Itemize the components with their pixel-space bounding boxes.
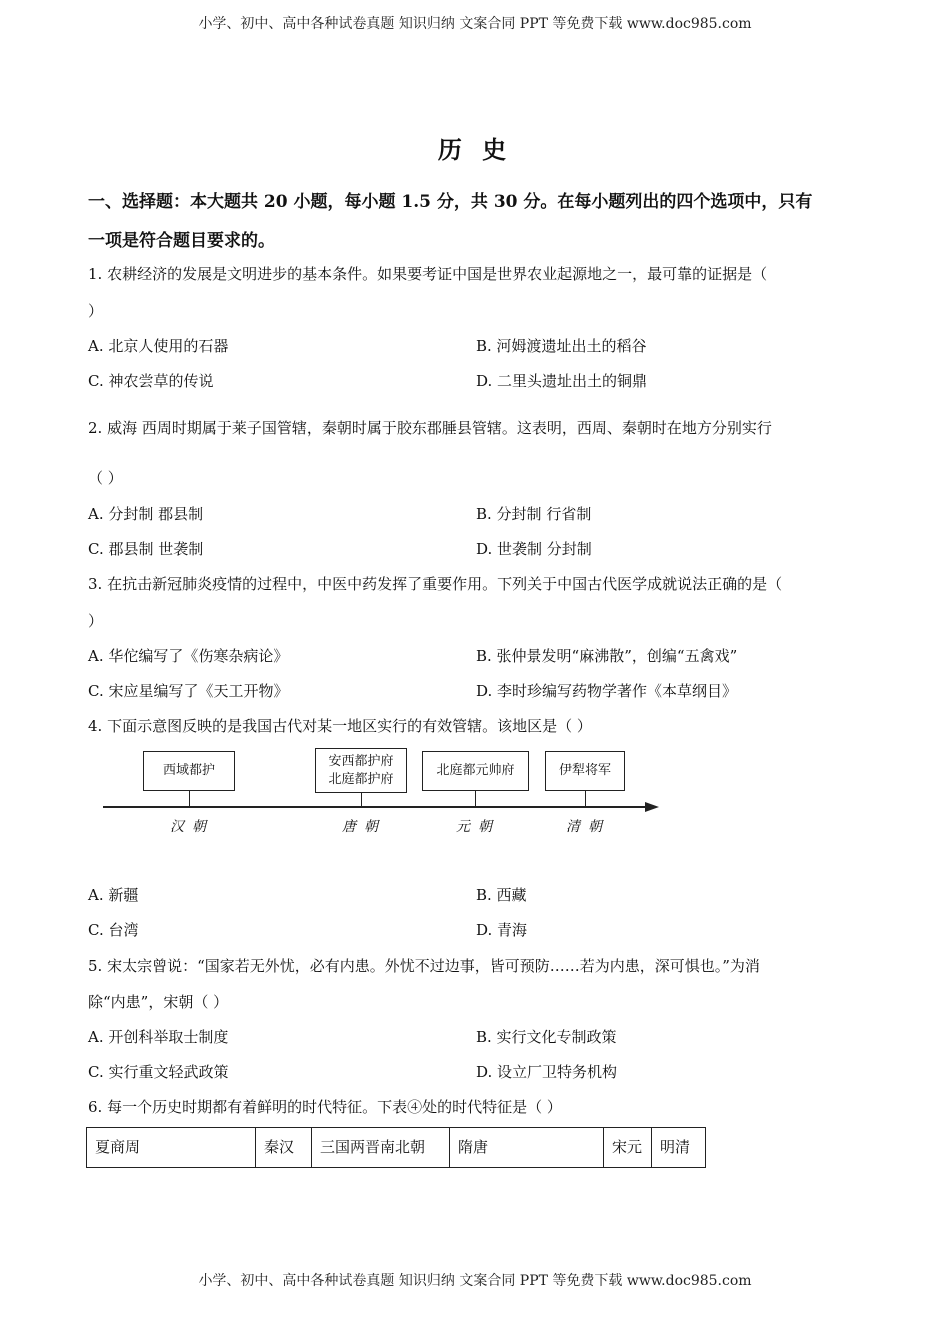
era-table bbox=[86, 1127, 706, 1168]
tick-yuan bbox=[475, 791, 476, 807]
question-2-stem: 2. 威海 西周时期属于莱子国管辖，秦朝时属于胶东郡腄县管辖。这表明，西周、秦朝时在地方分别实行 bbox=[88, 419, 772, 437]
box-yili-jiangjun-label: 伊犁将军 bbox=[558, 763, 611, 778]
table-cell: 三国两晋南北朝 bbox=[312, 1128, 450, 1168]
question-3-option-d: D. 李时珍编写药物学著作《本草纲目》 bbox=[476, 682, 738, 700]
question-4-option-b: B. 西藏 bbox=[476, 886, 527, 904]
table-cell: 明清 bbox=[652, 1128, 706, 1168]
question-2-option-c: C. 郡县制 世袭制 bbox=[88, 540, 204, 558]
question-2-option-b: B. 分封制 行省制 bbox=[476, 505, 592, 523]
tick-qing bbox=[585, 791, 586, 807]
table-cell: 夏商周 bbox=[87, 1128, 256, 1168]
tick-tang bbox=[361, 793, 362, 807]
table-cell: 秦汉 bbox=[256, 1128, 312, 1168]
page-title: 历 史 bbox=[437, 135, 513, 164]
table-row bbox=[87, 1128, 706, 1168]
question-1-stem: 1. 农耕经济的发展是文明进步的基本条件。如果要考证中国是世界农业起源地之一，最可靠的证据是（ bbox=[88, 265, 768, 283]
question-5-option-c: C. 实行重文轻武政策 bbox=[88, 1063, 229, 1081]
box-xiyu-duhu-label: 西域都护 bbox=[162, 763, 215, 778]
table-cell: 宋元 bbox=[604, 1128, 652, 1168]
box-beiting-duyuanshuaifu bbox=[422, 751, 529, 791]
question-3-option-b: B. 张仲景发明“麻沸散”，创编“五禽戏” bbox=[476, 647, 738, 665]
question-3-option-c: C. 宋应星编写了《天工开物》 bbox=[88, 682, 289, 700]
box-yili-jiangjun bbox=[545, 751, 625, 791]
question-3-stem: 3. 在抗击新冠肺炎疫情的过程中，中医中药发挥了重要作用。下列关于中国古代医学成就说法正确的是（ bbox=[88, 575, 783, 593]
question-1-option-d: D. 二里头遗址出土的铜鼎 bbox=[476, 372, 648, 390]
section-heading-line1: 一、选择题：本大题共 20 小题，每小题 1.5 分，共 30 分。在每小题列出的四个选项中，只有 bbox=[88, 192, 813, 212]
box-anxi-duhufu-label: 安西都护府 bbox=[328, 753, 394, 769]
era-label-yuan: 元朝 bbox=[456, 819, 500, 835]
question-5-stem-cont: 除“内患”，宋朝（ ） bbox=[88, 993, 229, 1011]
question-5-option-d: D. 设立厂卫特务机构 bbox=[476, 1063, 618, 1081]
question-2-option-d: D. 世袭制 分封制 bbox=[476, 540, 592, 558]
era-label-tang: 唐朝 bbox=[342, 819, 386, 835]
era-label-han: 汉朝 bbox=[170, 819, 214, 835]
question-1-option-b: B. 河姆渡遗址出土的稻谷 bbox=[476, 337, 647, 355]
question-3-option-a: A. 华佗编写了《伤寒杂病论》 bbox=[88, 647, 289, 665]
question-5-option-a: A. 开创科举取士制度 bbox=[88, 1028, 229, 1046]
question-2-stem-cont: （ ） bbox=[88, 469, 123, 487]
page-footer: 小学、初中、高中各种试卷真题 知识归纳 文案合同 PPT 等免费下载 www.doc985.com bbox=[198, 1273, 752, 1289]
tick-han bbox=[189, 791, 190, 807]
box-beiting-duyuanshuaifu-label: 北庭都元帅府 bbox=[436, 763, 515, 778]
question-5-option-b: B. 实行文化专制政策 bbox=[476, 1028, 617, 1046]
section-heading-line2: 一项是符合题目要求的。 bbox=[88, 231, 275, 251]
box-anxi-beiting-duhufu bbox=[315, 748, 407, 793]
question-5-stem: 5. 宋太宗曾说：“国家若无外忧，必有内患。外忧不过边事，皆可预防……若为内患，深可惧也。”为消 bbox=[88, 957, 760, 975]
question-4-stem: 4. 下面示意图反映的是我国古代对某一地区实行的有效管辖。该地区是（ ） bbox=[88, 717, 592, 735]
page-header: 小学、初中、高中各种试卷真题 知识归纳 文案合同 PPT 等免费下载 www.doc985.com bbox=[198, 16, 752, 32]
question-3-stem-cont: ） bbox=[88, 612, 104, 630]
question-4-option-a: A. 新疆 bbox=[88, 886, 139, 904]
arrow-right-icon bbox=[645, 802, 659, 812]
question-1-option-a: A. 北京人使用的石器 bbox=[88, 337, 229, 355]
question-4-option-c: C. 台湾 bbox=[88, 921, 139, 939]
question-4-option-d: D. 青海 bbox=[476, 921, 528, 939]
question-1-stem-cont: ） bbox=[88, 302, 104, 320]
question-2-option-a: A. 分封制 郡县制 bbox=[88, 505, 204, 523]
box-xiyu-duhu bbox=[143, 751, 235, 791]
timeline-axis bbox=[103, 806, 648, 808]
question-1-option-c: C. 神农尝草的传说 bbox=[88, 372, 214, 390]
table-cell: 隋唐 bbox=[450, 1128, 604, 1168]
box-beiting-duhufu-label: 北庭都护府 bbox=[328, 771, 394, 787]
question-6-stem: 6. 每一个历史时期都有着鲜明的时代特征。下表④处的时代特征是（ ） bbox=[88, 1098, 562, 1116]
era-label-qing: 清朝 bbox=[566, 819, 610, 835]
